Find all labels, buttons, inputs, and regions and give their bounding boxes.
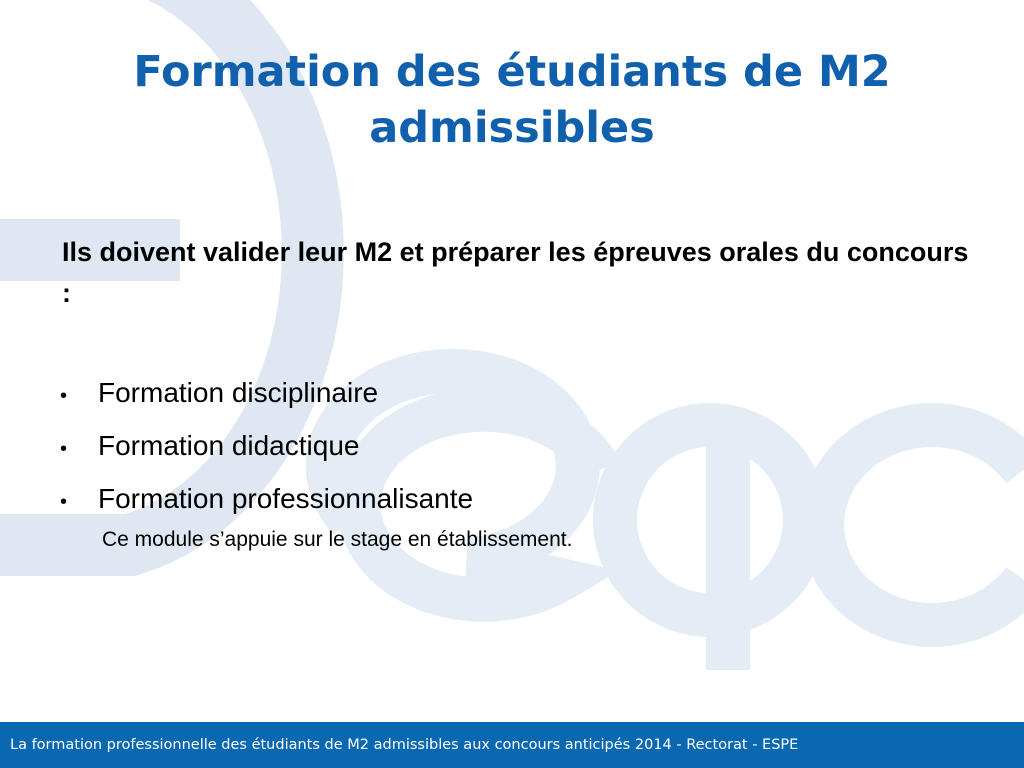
list-item <box>56 474 956 527</box>
list-item-label: Formation didactique <box>98 430 360 461</box>
list-item <box>56 421 956 474</box>
bullet-icon: • <box>60 491 68 513</box>
slide-title: Formation des étudiants de M2 admissibles <box>133 47 891 153</box>
bullet-icon: • <box>60 385 68 407</box>
bullet-icon: • <box>60 438 68 460</box>
list-item-label: Formation disciplinaire <box>98 377 379 408</box>
bullet-list <box>56 368 956 527</box>
list-item <box>56 368 956 421</box>
list-item-label: Formation professionnalisante <box>98 483 474 514</box>
module-note: Ce module s’appuie sur le stage en établissement. <box>102 528 573 551</box>
footer-text: La formation professionnelle des étudiants de M2 admissibles aux concours anticipés 2014 - Rectorat - ESPE <box>10 737 799 753</box>
intro-text: Ils doivent valider leur M2 et préparer les épreuves orales du concours : <box>62 237 969 308</box>
footer-bar <box>0 722 1024 768</box>
